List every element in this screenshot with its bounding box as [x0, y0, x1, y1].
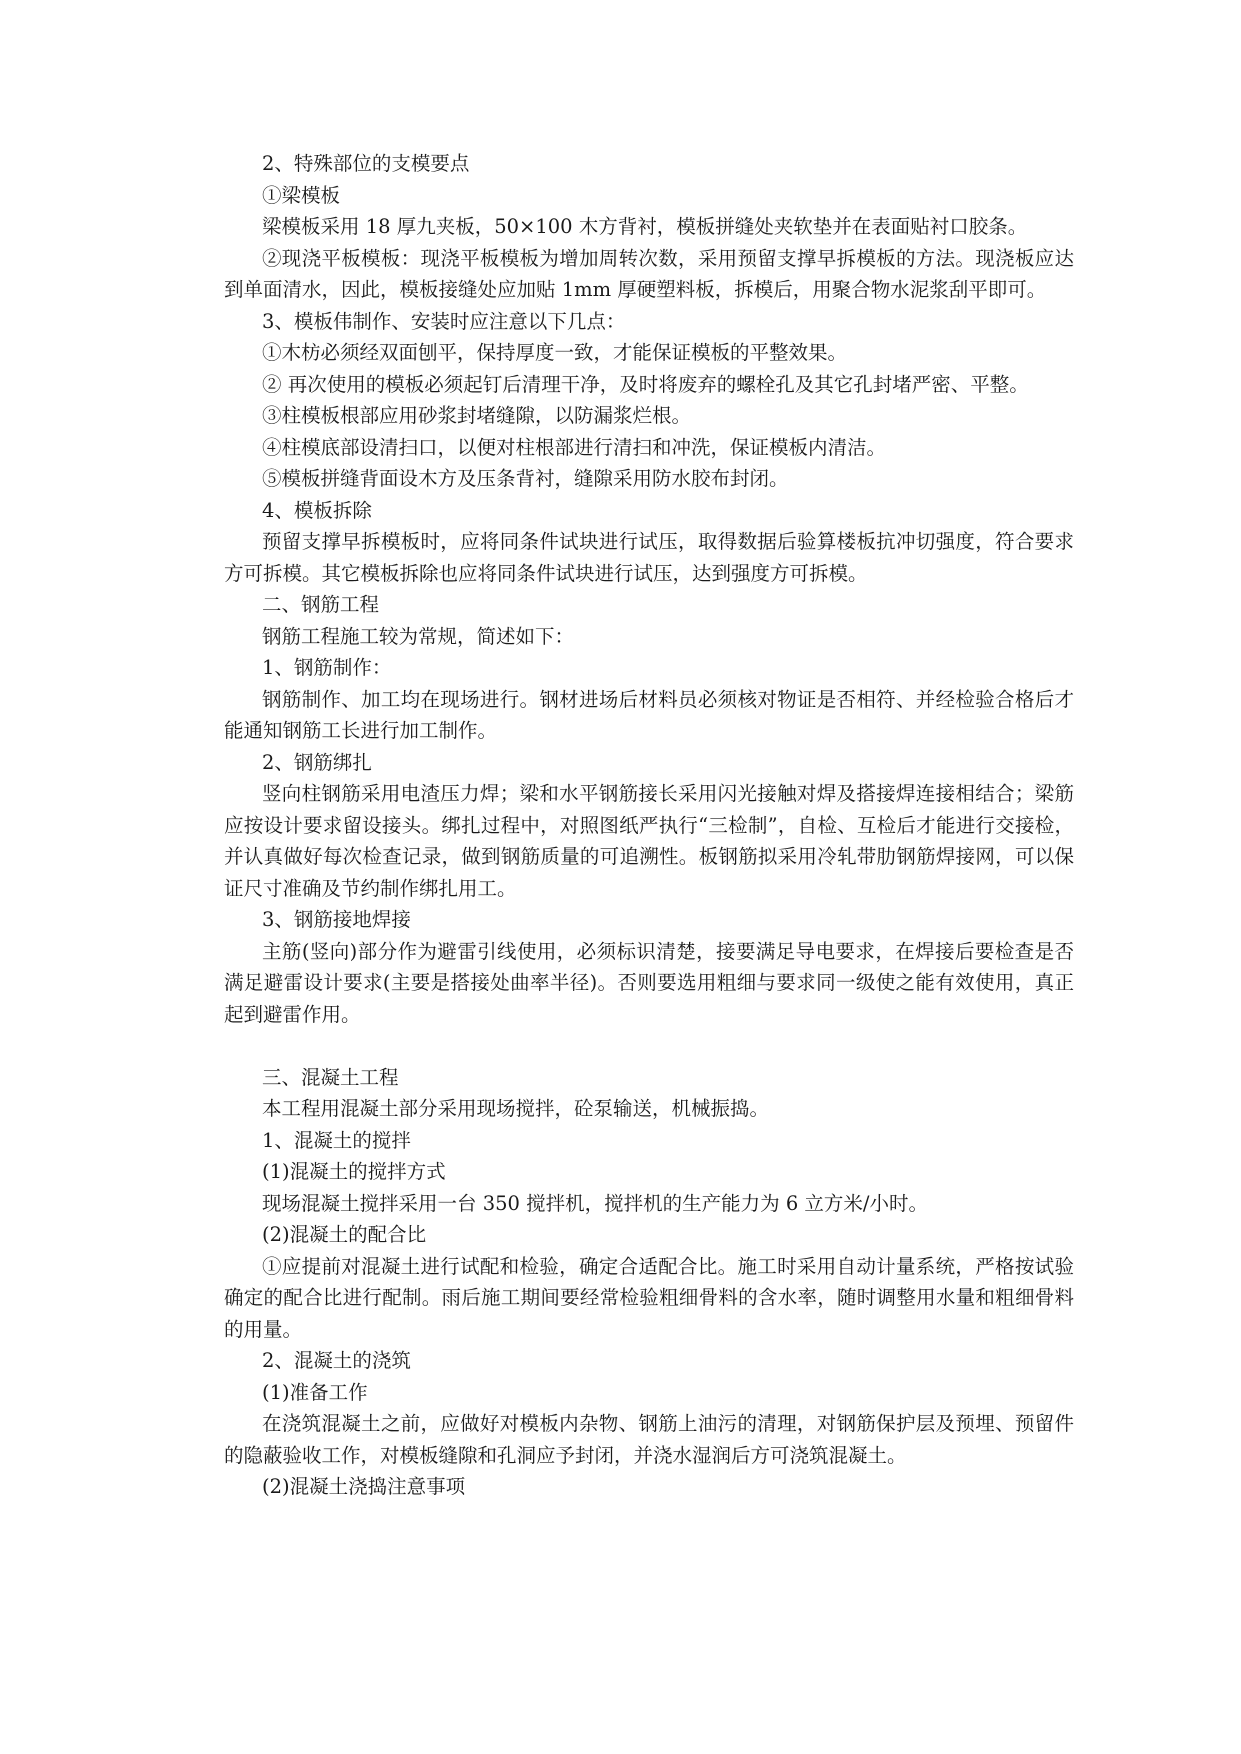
section-heading: 1、混凝土的搅拌	[262, 1128, 411, 1152]
section-heading: 2、钢筋绑扎	[262, 750, 372, 774]
section-heading: 2、混凝土的浇筑	[262, 1349, 411, 1372]
subsection-heading: (1)混凝土的搅拌方式	[262, 1160, 446, 1183]
subsection-heading: (2)混凝土的配合比	[262, 1223, 427, 1246]
chapter-heading: 二、钢筋工程	[262, 593, 380, 616]
document-body	[224, 148, 1074, 1503]
section-heading: 4、模板拆除	[262, 498, 372, 522]
list-item: ①木枋必须经双面刨平，保持厚度一致，才能保证模板的平整效果。	[262, 341, 848, 364]
body-paragraph: 本工程用混凝土部分采用现场搅拌，砼泵输送，机械振捣。	[262, 1097, 770, 1120]
body-paragraph: 钢筋工程施工较为常规，简述如下：	[262, 624, 575, 648]
subsection-heading: (2)混凝土浇捣注意事项	[262, 1475, 466, 1498]
section-heading: 3、模板伟制作、安装时应注意以下几点：	[262, 309, 626, 333]
subsection-heading: ①梁模板	[262, 183, 341, 207]
list-item: ④柱模底部设清扫口，以便对柱根部进行清扫和冲洗，保证模板内清洁。	[262, 435, 887, 459]
list-item: ③柱模板根部应用砂浆封堵缝隙，以防漏浆烂根。	[262, 404, 692, 427]
body-paragraph: ①应提前对混凝土进行试配和检验，确定合适配合比。施工时采用自动计量系统，严格按试验确定的配合比进行配制。雨后施工期间要经常检验粗细骨料的含水率，随时调整用水量和粗细骨料的用量。	[224, 1254, 1074, 1341]
list-item: ⑤模板拼缝背面设木方及压条背衬，缝隙采用防水胶布封闭。	[262, 467, 789, 490]
body-paragraph: 钢筋制作、加工均在现场进行。钢材进场后材料员必须核对物证是否相符、并经检验合格后才能通知钢筋工长进行加工制作。	[224, 687, 1074, 742]
body-paragraph: ②现浇平板模板：现浇平板模板为增加周转次数，采用预留支撑早拆模板的方法。现浇板应达到单面清水，因此，模板接缝处应加贴 1mm 厚硬塑料板，拆模后，用聚合物水泥浆刮平即可。	[224, 246, 1074, 301]
subsection-heading: (1)准备工作	[262, 1380, 368, 1404]
blank-line	[224, 1030, 1074, 1062]
list-item: ② 再次使用的模板必须起钉后清理干净，及时将废弃的螺栓孔及其它孔封堵严密、平整。	[262, 372, 1029, 396]
section-heading: 1、钢筋制作：	[262, 656, 392, 679]
body-paragraph: 主筋(竖向)部分作为避雷引线使用，必须标识清楚，接要满足导电要求，在焊接后要检查是否满足避雷设计要求(主要是搭接处曲率半径)。否则要选用粗细与要求同一级使之能有效使用，真正起到避雷作用。	[224, 939, 1074, 1026]
body-paragraph: 竖向柱钢筋采用电渣压力焊；梁和水平钢筋接长采用闪光接触对焊及搭接焊连接相结合；梁筋应按设计要求留设接头。绑扎过程中，对照图纸严执行“三检制”，自检、互检后才能进行交接检，并认真做好每次检查记录，做到钢筋质量的可追溯性。板钢筋拟采用冷轧带肋钢筋焊接网，可以保证尺寸准确及节约制作绑扎用工。	[224, 782, 1074, 900]
body-paragraph: 预留支撑早拆模板时，应将同条件试块进行试压，取得数据后验算楼板抗冲切强度，符合要求方可拆模。其它模板拆除也应将同条件试块进行试压，达到强度方可拆模。	[224, 530, 1074, 585]
body-paragraph: 现场混凝土搅拌采用一台 350 搅拌机，搅拌机的生产能力为 6 立方米/小时。	[262, 1191, 928, 1215]
chapter-heading: 三、混凝土工程	[262, 1065, 399, 1089]
body-paragraph: 在浇筑混凝土之前，应做好对模板内杂物、钢筋上油污的清理，对钢筋保护层及预埋、预留件的隐蔽验收工作，对模板缝隙和孔洞应予封闭，并浇水湿润后方可浇筑混凝土。	[224, 1412, 1074, 1467]
section-heading: 2、特殊部位的支模要点	[262, 152, 470, 175]
section-heading: 3、钢筋接地焊接	[262, 908, 411, 931]
body-paragraph: 梁模板采用 18 厚九夹板，50×100 木方背衬，模板拼缝处夹软垫并在表面贴衬口胶条。	[262, 215, 1028, 238]
